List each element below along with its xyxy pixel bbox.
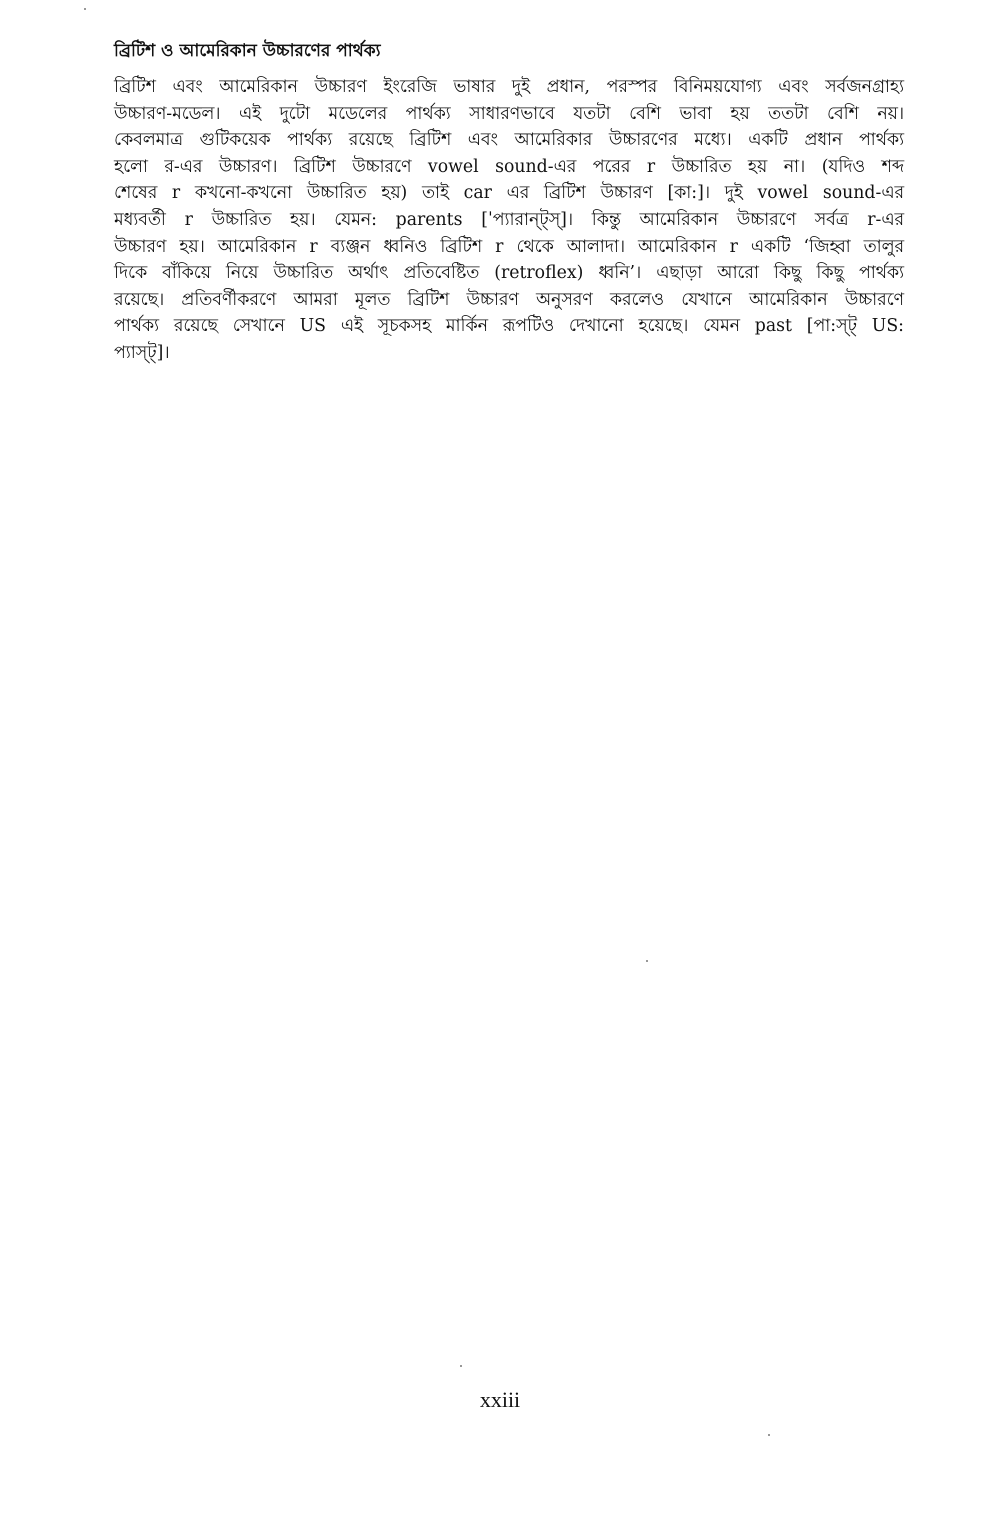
page-number: xxiii bbox=[479, 1387, 521, 1412]
paragraph-line: মধ্যবর্তী r উচ্চারিত হয়। যেমন: parents [ˈপ্যারান্‌ট্‌স্‌]। কিন্তু আমেরিকান উচ্চারণে সর্বত্র r-এর bbox=[114, 209, 904, 230]
paragraph-line: প্যাস্‌ট্‌]। bbox=[114, 342, 170, 363]
scan-speck bbox=[84, 8, 86, 10]
paragraph-line: ব্রিটিশ এবং আমেরিকান উচ্চারণ ইংরেজি ভাষার দুই প্রধান, পরস্পর বিনিময়যোগ্য এবং সর্বজনগ্রাহ্য bbox=[114, 77, 904, 97]
paragraph-line: রয়েছে। প্রতিবর্ণীকরণে আমরা মূলত ব্রিটিশ উচ্চারণ অনুসরণ করলেও যেখানে আমেরিকান উচ্চারণে bbox=[114, 289, 904, 310]
paragraph-line: উচ্চারণ-মডেল। এই দুটো মডেলের পার্থক্য সাধারণভাবে যতটা বেশি ভাবা হয় ততটা বেশি নয়। bbox=[114, 103, 904, 124]
scan-speck bbox=[768, 1434, 770, 1436]
paragraph-line: পার্থক্য রয়েছে সেখানে US এই সূচকসহ মার্কিন রূপটিও দেখানো হয়েছে। যেমন past [পা:স্‌ট্‌ US: bbox=[114, 316, 904, 337]
section-heading: ব্রিটিশ ও আমেরিকান উচ্চারণের পার্থক্য bbox=[114, 41, 381, 61]
body-paragraph bbox=[114, 74, 904, 367]
scan-speck bbox=[646, 960, 648, 962]
pronunciation-section bbox=[114, 38, 904, 367]
paragraph-line: দিকে বাঁকিয়ে নিয়ে উচ্চারিত অর্থাৎ প্রতিবেষ্টিত (retroflex) ধ্বনি’। এছাড়া আরো কিছু কিছু পার্থক্য bbox=[114, 263, 904, 284]
scan-speck bbox=[460, 1365, 462, 1367]
paragraph-line: কেবলমাত্র গুটিকয়েক পার্থক্য রয়েছে ব্রিটিশ এবং আমেরিকার উচ্চারণের মধ্যে। একটি প্রধান পার্থক্য bbox=[114, 130, 904, 151]
paragraph-line: উচ্চারণ হয়। আমেরিকান r ব্যঞ্জন ধ্বনিও ব্রিটিশ r থেকে আলাদা। আমেরিকান r একটি ‘জিহ্বা তালুর bbox=[114, 236, 904, 257]
paragraph-line: শেষের r কখনো-কখনো উচ্চারিত হয়) তাই car এর ব্রিটিশ উচ্চারণ [কা:]। দুই vowel sound-এর bbox=[114, 183, 904, 204]
paragraph-line: হলো র-এর উচ্চারণ। ব্রিটিশ উচ্চারণে vowel sound-এর পরের r উচ্চারিত হয় না। (যদিও শব্দ bbox=[114, 156, 904, 177]
